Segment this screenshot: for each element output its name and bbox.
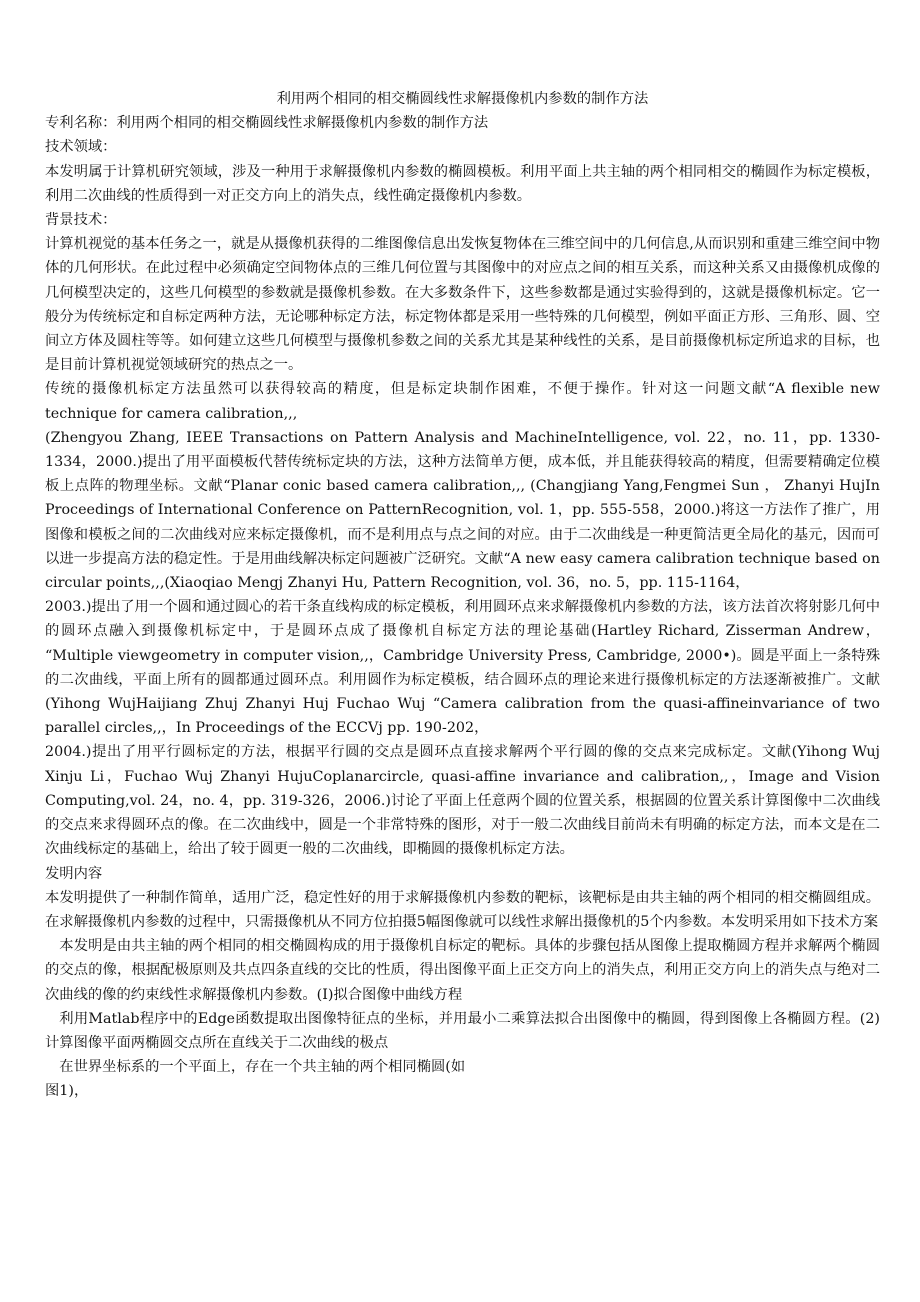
- background-paragraph-2: 传统的摄像机标定方法虽然可以获得较高的精度，但是标定块制作困难，不便于操作。针对这一问题文献“A flexible new technique for camera calibration,,,: [45, 381, 880, 422]
- invention-paragraph-5: 图1)，: [45, 1083, 89, 1100]
- heading-background: 背景技术：: [45, 212, 117, 229]
- background-paragraph-4: 2003.)提出了用一个圆和通过圆心的若干条直线构成的标定模板，利用圆环点来求解摄像机内参数的方法，该方法首次将射影几何中的圆环点融入到摄像机标定中，于是圆环点成了摄像机自标定方法的理论基础(Hartley Richard, Zisserman Andrew， “Multiple viewgeometry in computer vision,,，Cambridge University Press, Cambridge, 2000•)。圆是平面上一条特殊的二次曲线，平面上所有的圆都通过圆环点。利用圆作为标定模板，结合圆环点的理论来进行摄像机标定的方法逐渐被推广。文献(Yihong WujHaijiang Zhuj Zhanyi Huj Fuchao Wuj “Camera calibration from the quasi-affineinvariance of two parallel circles,,，In Proceedings of the ECCVj pp. 190-202，: [45, 599, 880, 737]
- invention-paragraph-4: 在世界坐标系的一个平面上，存在一个共主轴的两个相同椭圆(如: [59, 1059, 466, 1076]
- invention-paragraph-2: 本发明是由共主轴的两个相同的相交椭圆构成的用于摄像机自标定的靶标。具体的步骤包括从图像上提取椭圆方程并求解两个椭圆的交点的像，根据配极原则及共点四条直线的交比的性质，得出图像平面上正交方向上的消失点，利用正交方向上的消失点与绝对二次曲线的像的约束线性求解摄像机内参数。(I)拟合图像中曲线方程: [45, 938, 880, 1003]
- technical-field-paragraph: 本发明属于计算机研究领域，涉及一种用于求解摄像机内参数的椭圆模板。利用平面上共主轴的两个相同相交的椭圆作为标定模板，利用二次曲线的性质得到一对正交方向上的消失点，线性确定摄像机内参数。: [45, 163, 880, 204]
- invention-paragraph-1: 本发明提供了一种制作简单，适用广泛，稳定性好的用于求解摄像机内参数的靶标，该靶标是由共主轴的两个相同的相交椭圆组成。在求解摄像机内参数的过程中，只需摄像机从不同方位拍摄5幅图像就可以线性求解出摄像机的5个内参数。本发明采用如下技术方案: [45, 889, 880, 930]
- background-paragraph-1: 计算机视觉的基本任务之一，就是从摄像机获得的二维图像信息出发恢复物体在三维空间中的几何信息,从而识别和重建三维空间中物体的几何形状。在此过程中必须确定空间物体点的三维几何位置与其图像中的对应点之间的相互关系，而这种关系又由摄像机成像的几何模型决定的，这些几何模型的参数就是摄像机参数。在大多数条件下，这些参数都是通过实验得到的，这就是摄像机标定。它一般分为传统标定和自标定两种方法，无论哪种标定方法，标定物体都是采用一些特殊的几何模型，例如平面正方形、三角形、圆、空 间立方体及圆柱等等。如何建立这些几何模型与摄像机参数之间的关系尤其是某种线性的关系，是目前摄像机标定所追求的目标，也是目前计算机视觉领域研究的热点之一。: [45, 236, 880, 374]
- invention-paragraph-3: 利用Matlab程序中的Edge函数提取出图像特征点的坐标，并用最小二乘算法拟合出图像中的椭圆，得到图像上各椭圆方程。(2)计算图像平面两椭圆交点所在直线关于二次曲线的极点: [45, 1010, 880, 1051]
- patent-name-line: 专利名称：利用两个相同的相交椭圆线性求解摄像机内参数的制作方法: [45, 115, 489, 132]
- background-paragraph-5: 2004.)提出了用平行圆标定的方法，根据平行圆的交点是圆环点直接求解两个平行圆的像的交点来完成标定。文献(Yihong Wuj Xinju Li，Fuchao Wuj Zhanyi HujuCoplanarcircle, quasi-affine invariance and calibration,,，Image and Vision Computing,vol. 24，no. 4，pp. 319-326，2006.)讨论了平面上任意两个圆的位置关系，根据圆的位置关系计算图像中二次曲线的交点来求得圆环点的像。在二次曲线中，圆是一个非常特殊的图形，对于一般二次曲线目前尚未有明确的标定方法，而本文是在二次曲线标定的基础上，给出了较于圆更一般的二次曲线，即椭圆的摄像机标定方法。: [45, 744, 880, 858]
- heading-invention-content: 发明内容: [45, 865, 103, 882]
- background-paragraph-3: (Zhengyou Zhang, IEEE Transactions on Pattern Analysis and MachineIntelligence, vol. 22，no. 11，pp. 1330-1334，2000.)提出了用平面模板代替传统标定块的方法，这种方法简单方便，成本低，并且能获得较高的精度，但需要精确定位模板上点阵的物理坐标。文献“Planar conic based camera calibration,,, (Changjiang Yang,Fengmei Sun ， Zhanyi HujIn Proceedings of International Conference on PatternRecognition, vol. 1，pp. 555-558，2000.)将这一方法作了推广，用图像和模板之间的二次曲线对应来标定摄像机，而不是利用点与点之间的对应。由于二次曲线是一种更简洁更全局化的基元，因而可以进一步提高方法的稳定性。于是用曲线解决标定问题被广泛研究。文献“A new easy camera calibration technique based on circular points,,,(Xiaoqiao Mengj Zhanyi Hu, Pattern Recognition, vol. 36，no. 5，pp. 115-1164，: [45, 429, 880, 592]
- heading-technical-field: 技术领域：: [45, 139, 117, 156]
- document-title: 利用两个相同的相交椭圆线性求解摄像机内参数的制作方法: [276, 91, 649, 107]
